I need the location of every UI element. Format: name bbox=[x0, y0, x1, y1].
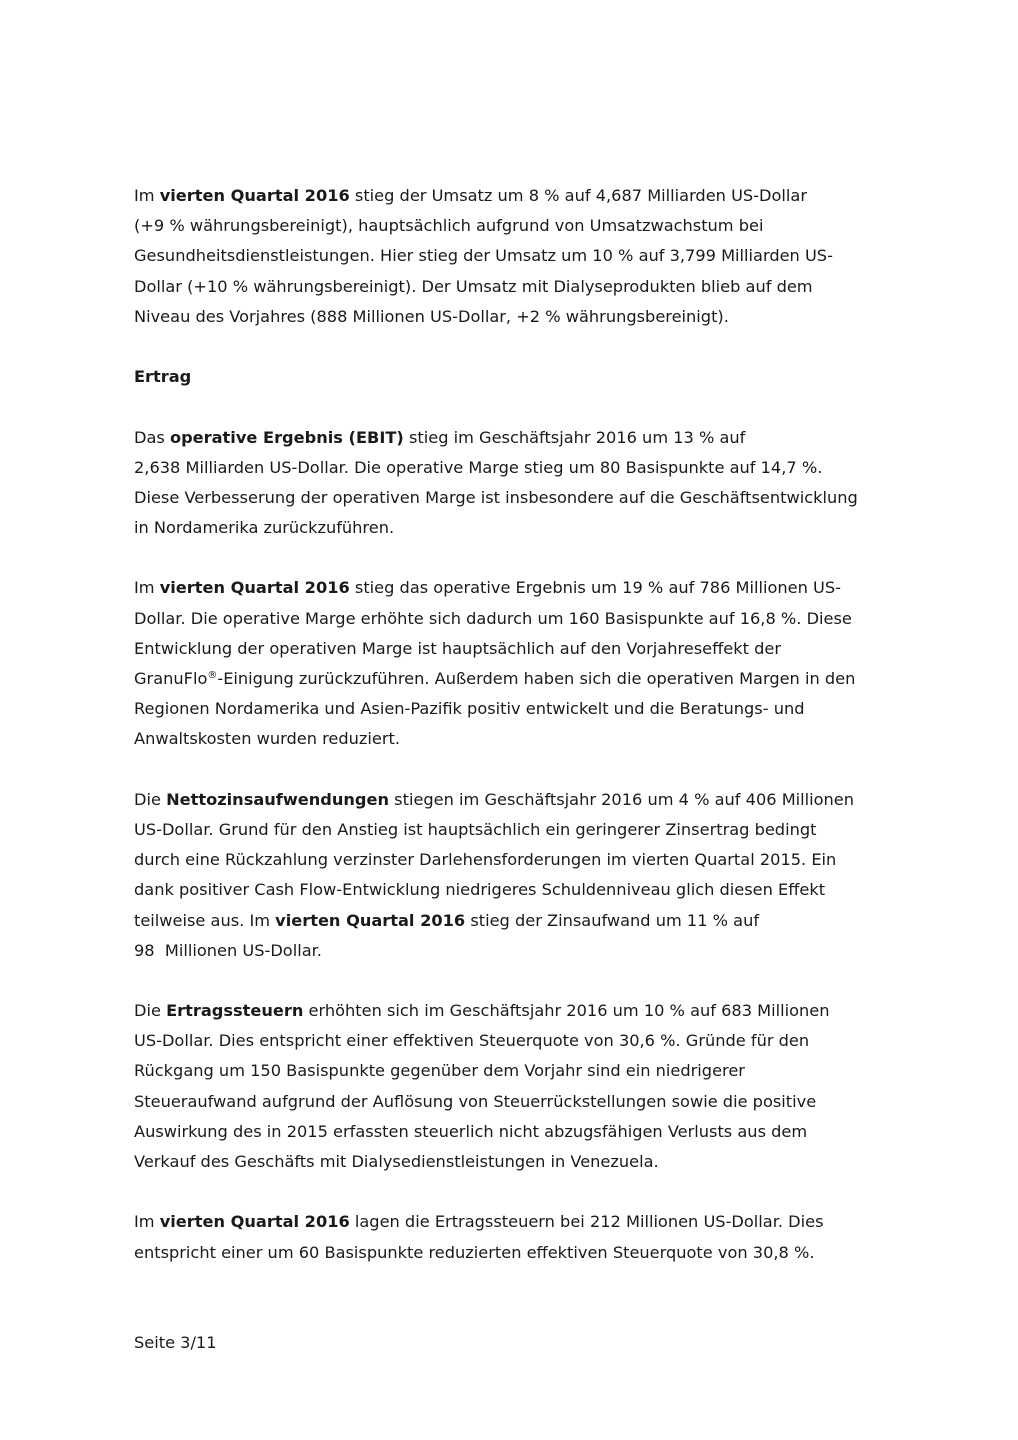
text-line: dank positiver Cash Flow-Entwicklung niedrigeres Schuldenniveau glich diesen Effekt bbox=[134, 880, 826, 900]
text-line bbox=[134, 785, 894, 815]
text-span: Im bbox=[134, 1212, 160, 1232]
text-line: Dollar. Die operative Marge erhöhte sich dadurch um 160 Basispunkte auf 16,8 %. Diese bbox=[134, 608, 852, 628]
text-line: (+9 % währungsbereinigt), hauptsächlich aufgrund von Umsatzwachstum bei bbox=[134, 216, 764, 236]
text-line: Diese Verbesserung der operativen Marge ist insbesondere auf die Geschäftsentwicklung bbox=[134, 487, 858, 507]
text-line: Niveau des Vorjahres (888 Millionen US-Dollar, +2 % währungsbereinigt). bbox=[134, 306, 729, 326]
text-line: US-Dollar. Grund für den Anstieg ist hauptsächlich ein geringerer Zinsertrag bedingt bbox=[134, 819, 817, 839]
text-line: Dollar (+10 % währungsbereinigt). Der Umsatz mit Dialyseprodukten blieb auf dem bbox=[134, 276, 813, 296]
text-line: US-Dollar. Dies entspricht einer effektiven Steuerquote von 30,6 %. Gründe für den bbox=[134, 1031, 810, 1051]
text-span: stiegen im Geschäftsjahr 2016 um 4 % auf 406 Millionen bbox=[389, 789, 855, 809]
paragraph-q4-revenue bbox=[134, 181, 894, 332]
text-line: Entwicklung der operativen Marge ist hauptsächlich auf den Vorjahreseffekt der bbox=[134, 638, 781, 658]
text-line: Rückgang um 150 Basispunkte gegenüber dem Vorjahr sind ein niedrigerer bbox=[134, 1061, 745, 1081]
section-heading: Ertrag bbox=[134, 367, 192, 387]
text-line: entspricht einer um 60 Basispunkte reduzierten effektiven Steuerquote von 30,8 %. bbox=[134, 1242, 815, 1262]
paragraph-ebit bbox=[134, 423, 894, 544]
text-line bbox=[134, 1207, 894, 1237]
bold-text: operative Ergebnis (EBIT) bbox=[169, 427, 404, 447]
text-line: Auswirkung des in 2015 erfassten steuerlich nicht abzugsfähigen Verlusts aus dem bbox=[134, 1121, 808, 1141]
text-span: teilweise aus. Im bbox=[134, 910, 276, 930]
text-span: GranuFlo bbox=[134, 669, 208, 689]
paragraph-q4-ebit bbox=[134, 573, 894, 754]
text-line: Gesundheitsdienstleistungen. Hier stieg der Umsatz um 10 % auf 3,799 Milliarden US- bbox=[134, 246, 833, 266]
bold-text: vierten Quartal 2016 bbox=[275, 910, 466, 930]
text-span: stieg der Zinsaufwand um 11 % auf bbox=[465, 910, 760, 930]
text-span: Im bbox=[134, 578, 160, 598]
text-line: durch eine Rückzahlung verzinster Darlehensforderungen im vierten Quartal 2015. Ein bbox=[134, 850, 837, 870]
text-line: Regionen Nordamerika und Asien-Pazifik positiv entwickelt und die Beratungs- und bbox=[134, 699, 805, 719]
text-line bbox=[134, 664, 894, 694]
bold-text: Nettozinsaufwendungen bbox=[166, 789, 390, 809]
bold-text: vierten Quartal 2016 bbox=[159, 1212, 350, 1232]
text-line: Verkauf des Geschäfts mit Dialysedienstleistungen in Venezuela. bbox=[134, 1152, 659, 1172]
text-span: -Einigung zurückzuführen. Außerdem haben sich die operativen Margen in den bbox=[217, 669, 856, 689]
text-span: Die bbox=[134, 1001, 167, 1021]
text-span: Die bbox=[134, 789, 167, 809]
text-line bbox=[134, 906, 894, 936]
document-body bbox=[134, 181, 894, 1298]
text-line bbox=[134, 996, 894, 1026]
text-line: 2,638 Milliarden US-Dollar. Die operative Marge stieg um 80 Basispunkte auf 14,7 %. bbox=[134, 457, 823, 477]
text-line: Steueraufwand aufgrund der Auflösung von Steuerrückstellungen sowie die positive bbox=[134, 1091, 817, 1111]
paragraph-q4-tax bbox=[134, 1207, 894, 1267]
registered-mark: ® bbox=[207, 670, 218, 682]
text-span: lagen die Ertragssteuern bei 212 Millionen US-Dollar. Dies bbox=[349, 1212, 824, 1232]
text-line bbox=[134, 423, 894, 453]
text-span: Im bbox=[134, 186, 160, 205]
text-span: stieg das operative Ergebnis um 19 % auf 786 Millionen US- bbox=[349, 578, 841, 598]
text-line: Anwaltskosten wurden reduziert. bbox=[134, 729, 401, 749]
bold-text: vierten Quartal 2016 bbox=[159, 578, 350, 598]
page-number: Seite 3/11 bbox=[134, 1333, 217, 1352]
text-span: stieg der Umsatz um 8 % auf 4,687 Milliarden US-Dollar bbox=[349, 186, 807, 205]
text-span: erhöhten sich im Geschäftsjahr 2016 um 10 % auf 683 Millionen bbox=[303, 1001, 830, 1021]
text-line: 98 Millionen US-Dollar. bbox=[134, 940, 322, 960]
text-line bbox=[134, 573, 894, 603]
text-span: Das bbox=[134, 427, 170, 447]
paragraph-income-tax bbox=[134, 996, 894, 1177]
text-line bbox=[134, 181, 894, 211]
bold-text: vierten Quartal 2016 bbox=[159, 186, 350, 205]
text-span: stieg im Geschäftsjahr 2016 um 13 % auf bbox=[403, 427, 746, 447]
text-line: in Nordamerika zurückzuführen. bbox=[134, 518, 395, 538]
bold-text: Ertragssteuern bbox=[166, 1001, 304, 1021]
paragraph-net-interest bbox=[134, 785, 894, 966]
